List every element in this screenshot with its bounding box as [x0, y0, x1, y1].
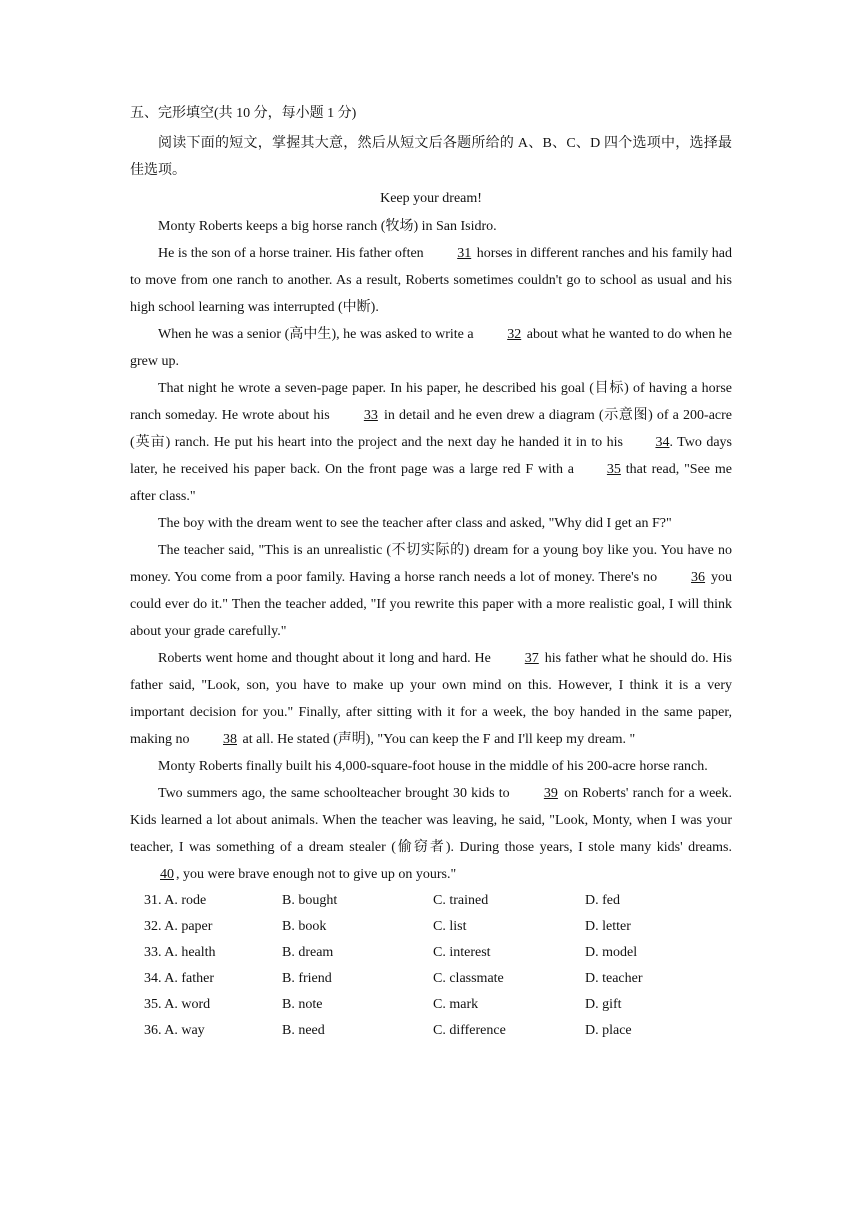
option-a[interactable]: 35. A. word — [144, 997, 211, 1012]
option-a[interactable]: 36. A. way — [144, 1023, 205, 1038]
answer-options — [130, 888, 732, 1044]
blank-32[interactable]: 32 — [507, 327, 522, 342]
option-c[interactable]: C. list — [433, 919, 467, 934]
text: The boy with the dream went to see the teacher after class and asked, "Why did I get an F?" — [158, 516, 672, 531]
option-c[interactable]: C. classmate — [433, 971, 504, 986]
text: at all. He stated (声明), "You can keep the F and I'll keep my dream. " — [239, 732, 636, 747]
paragraph-2 — [130, 240, 732, 321]
option-d[interactable]: D. place — [585, 1023, 632, 1038]
text: That night he wrote a seven-page paper. In his paper, he described his goal (目标) of having a horse ranch someday. He wrote about his — [130, 381, 732, 423]
option-c[interactable]: C. mark — [433, 997, 479, 1012]
option-a[interactable]: 33. A. health — [144, 945, 216, 960]
paragraph-6 — [130, 537, 732, 645]
text: horses in different ranches and his family had to move from one ranch to another. As a result, Roberts sometimes couldn't go to school as usual and his high school learning was interrupted (中断). — [130, 246, 732, 315]
option-b[interactable]: B. dream — [282, 945, 334, 960]
blank-33[interactable]: 33 — [363, 408, 378, 423]
blank-31[interactable]: 31 — [457, 246, 472, 261]
text: about what he wanted to do when he grew up. — [130, 327, 732, 369]
option-b[interactable]: B. note — [282, 997, 323, 1012]
paragraph-7 — [130, 645, 732, 753]
section-heading: 五、完形填空(共 10 分，每小题 1 分) — [130, 106, 357, 121]
option-d[interactable]: D. model — [585, 945, 638, 960]
paragraph-9 — [130, 780, 732, 888]
option-row-36 — [130, 1018, 732, 1044]
text: Monty Roberts keeps a big horse ranch (牧场) in San Isidro. — [158, 219, 497, 234]
text: He is the son of a horse trainer. His father often — [158, 246, 428, 261]
text: Two summers ago, the same schoolteacher brought 30 kids to — [158, 786, 514, 801]
option-a[interactable]: 34. A. father — [144, 971, 214, 986]
document-page — [130, 100, 732, 1044]
text: Roberts went home and thought about it long and hard. He — [158, 651, 495, 666]
blank-37[interactable]: 37 — [524, 651, 539, 666]
option-row-32 — [130, 914, 732, 940]
text: on Roberts' ranch for a week. Kids learned a lot about animals. When the teacher was leaving, he said, "Look, Monty, when I was your teacher, I was something of a dream stealer (偷窃者). During those years, I stole many kids' dreams. — [130, 786, 732, 855]
option-row-33 — [130, 940, 732, 966]
option-c[interactable]: C. interest — [433, 945, 491, 960]
option-row-34 — [130, 966, 732, 992]
option-a[interactable]: 31. A. rode — [144, 893, 207, 908]
text: you could ever do it." Then the teacher added, "If you rewrite this paper with a more realistic goal, I will think about your grade carefully." — [130, 570, 733, 639]
option-b[interactable]: B. book — [282, 919, 327, 934]
blank-35[interactable]: 35 — [606, 462, 621, 477]
option-d[interactable]: D. teacher — [585, 971, 643, 986]
text: that read, "See me after class." — [130, 462, 732, 504]
option-c[interactable]: C. trained — [433, 893, 489, 908]
blank-34[interactable]: 34 — [655, 435, 670, 450]
paragraph-8 — [130, 753, 732, 780]
blank-39[interactable]: 39 — [543, 786, 558, 801]
option-b[interactable]: B. need — [282, 1023, 325, 1038]
option-row-35 — [130, 992, 732, 1018]
paragraph-3 — [130, 321, 732, 375]
text: . Two days later, he received his paper back. On the front page was a large red F with a — [130, 435, 733, 477]
option-row-31 — [130, 888, 732, 914]
option-a[interactable]: 32. A. paper — [144, 919, 213, 934]
option-b[interactable]: B. bought — [282, 893, 338, 908]
paragraph-1 — [130, 213, 732, 240]
text: his father what he should do. His father said, "Look, son, you have to make up your own mind on this. However, I think it is a very important decision for you." Finally, after sitting with it for a week, the boy handed in the same paper, making no — [130, 651, 732, 747]
option-c[interactable]: C. difference — [433, 1023, 506, 1038]
blank-36[interactable]: 36 — [691, 570, 706, 585]
blank-38[interactable]: 38 — [223, 732, 237, 747]
text: The teacher said, "This is an unrealistic (不切实际的) dream for a young boy like you. You have no money. You come from a poor family. Having a horse ranch needs a lot of money. There's no — [130, 543, 732, 585]
text: , you were brave enough not to give up on yours." — [176, 867, 457, 882]
blank-40[interactable]: 40 — [160, 867, 174, 882]
passage-title: Keep your dream! — [380, 191, 482, 206]
paragraph-4 — [130, 375, 732, 510]
option-d[interactable]: D. letter — [585, 919, 631, 934]
instructions: 阅读下面的短文，掌握其大意，然后从短文后各题所给的 A、B、C、D 四个选项中，选择最佳选项。 — [130, 136, 732, 178]
text: When he was a senior (高中生), he was asked to write a — [158, 327, 478, 342]
paragraph-5 — [130, 510, 732, 537]
option-b[interactable]: B. friend — [282, 971, 332, 986]
option-d[interactable]: D. gift — [585, 997, 622, 1012]
text: Monty Roberts finally built his 4,000-square-foot house in the middle of his 200-acre horse ranch. — [158, 759, 708, 774]
option-d[interactable]: D. fed — [585, 893, 620, 908]
text: in detail and he even drew a diagram (示意图) of a 200-acre (英亩) ranch. He put his heart into the project and the next day he handed it in to his — [130, 408, 732, 450]
